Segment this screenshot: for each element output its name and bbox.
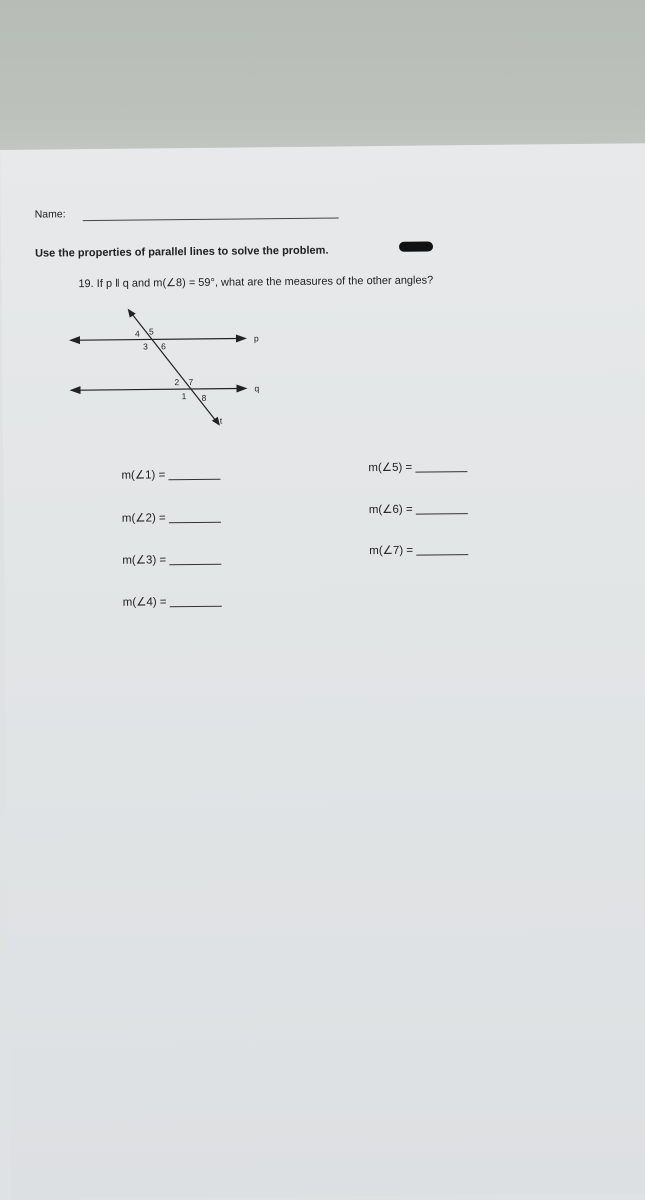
answer-blank[interactable] [169,564,221,566]
answer-blank[interactable] [415,471,467,473]
answer-angle-5 [368,459,467,474]
label-p: p [253,333,259,344]
instructions: Use the properties of parallel lines to solve the problem. [35,244,329,260]
line-q-right-arrow [236,384,247,392]
answer-angle-6 [369,501,468,516]
line-q [80,389,238,391]
name-label: Name: [34,208,66,221]
name-line[interactable] [83,217,339,221]
worksheet-paper [0,143,645,1200]
angle-label-5: 5 [148,326,154,337]
angle-label-3: 3 [143,341,148,352]
angle-label-1: 1 [181,391,187,402]
answer-label: m(∠7) = [369,544,414,558]
answer-angle-2 [122,510,221,525]
angle-label-4: 4 [134,328,140,339]
parallel-lines-diagram [57,304,288,431]
label-q: q [254,383,260,394]
answer-angle-4 [123,594,222,609]
answer-angle-3 [122,552,221,567]
problem-statement: 19. If p ‖ q and m(∠8) = 59°, what are the measures of the other angles? [78,274,434,291]
line-q-left-arrow [69,386,80,394]
answer-blank[interactable] [416,554,468,556]
label-t: t [219,415,223,426]
line-p [79,339,237,341]
answer-label: m(∠2) = [121,512,166,525]
angle-label-7: 7 [188,376,194,388]
answer-label: m(∠3) = [122,554,167,567]
background-wall [0,0,645,165]
line-p-left-arrow [69,336,80,344]
angle-label-8: 8 [201,392,207,403]
answer-blank[interactable] [416,513,468,515]
redaction-mark [399,241,433,251]
answer-angle-7 [369,542,468,557]
line-p-right-arrow [236,334,247,342]
answer-label: m(∠4) = [122,596,167,609]
answer-blank[interactable] [170,606,222,608]
answer-label: m(∠6) = [368,503,413,517]
answer-blank[interactable] [169,522,221,524]
answer-label: m(∠1) = [121,469,166,482]
answer-blank[interactable] [168,479,220,481]
line-t [132,313,216,422]
angle-label-6: 6 [161,341,166,352]
answer-angle-1 [121,467,220,482]
angle-label-2: 2 [174,377,180,388]
answer-label: m(∠5) = [368,461,413,475]
